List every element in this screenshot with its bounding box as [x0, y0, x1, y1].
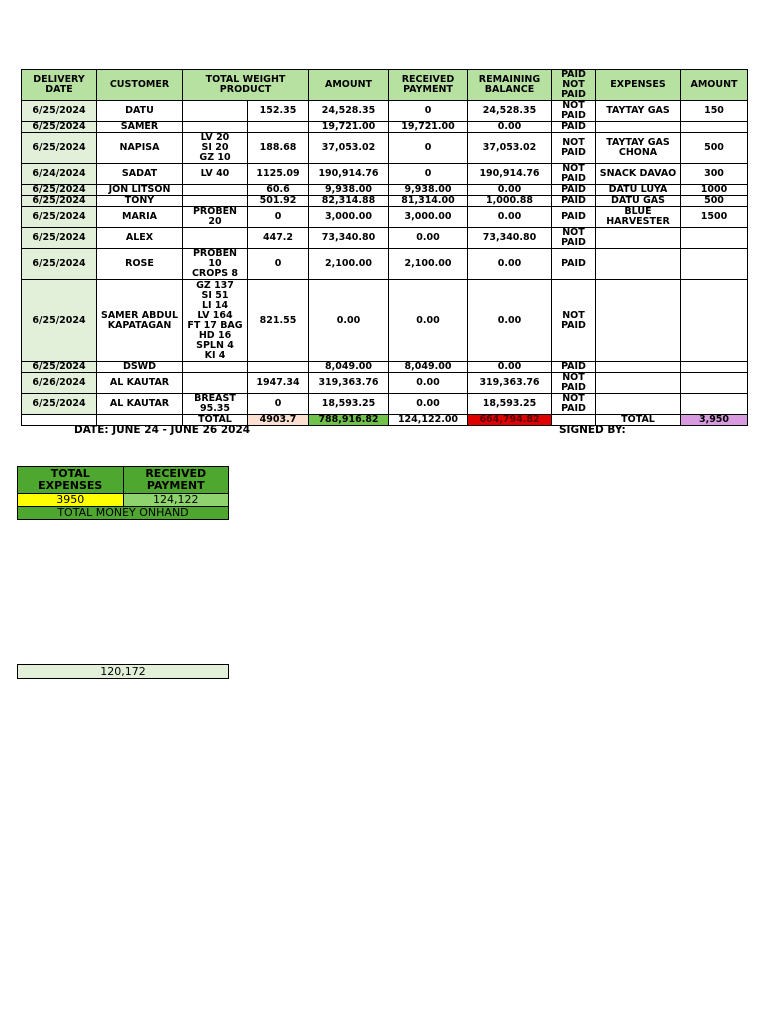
cell-status: NOT PAID: [552, 394, 596, 415]
cell-weight: 0: [248, 249, 309, 280]
cell-amount: 82,314.88: [309, 196, 389, 207]
cell-weight: 0: [248, 394, 309, 415]
cell-product: BREAST 95.35: [183, 394, 248, 415]
cell-date: 6/25/2024: [22, 207, 97, 228]
cell-received: 3,000.00: [389, 207, 468, 228]
cell-status: PAID: [552, 207, 596, 228]
table-row: [22, 101, 748, 122]
cell-expense: [596, 394, 681, 415]
cell-product: [183, 185, 248, 196]
cell-remaining: 0.00: [468, 122, 552, 133]
totals-weight: 4903.7: [248, 415, 309, 426]
cell-status: NOT PAID: [552, 164, 596, 185]
cell-weight: 821.55: [248, 280, 309, 362]
header-received: RECEIVED PAYMENT: [389, 70, 468, 101]
table-row: [22, 228, 748, 249]
cell-exp-amount: [681, 249, 748, 280]
cell-amount: 73,340.80: [309, 228, 389, 249]
cell-customer: DSWD: [97, 362, 183, 373]
cell-product: [183, 196, 248, 207]
cell-amount: 190,914.76: [309, 164, 389, 185]
cell-weight: 60.6: [248, 185, 309, 196]
cell-remaining: 319,363.76: [468, 373, 552, 394]
cell-expense: [596, 249, 681, 280]
onhand-value: 120,172: [17, 664, 229, 679]
cell-date: 6/25/2024: [22, 185, 97, 196]
cell-date: 6/25/2024: [22, 362, 97, 373]
cell-amount: 37,053.02: [309, 133, 389, 164]
table-row: [22, 373, 748, 394]
cell-customer: MARIA: [97, 207, 183, 228]
cell-amount: 24,528.35: [309, 101, 389, 122]
cell-date: 6/25/2024: [22, 196, 97, 207]
cell-received: 0: [389, 164, 468, 185]
cell-amount: 3,000.00: [309, 207, 389, 228]
cell-received: 8,049.00: [389, 362, 468, 373]
cell-date: 6/25/2024: [22, 228, 97, 249]
cell-customer: TONY: [97, 196, 183, 207]
cell-remaining: 24,528.35: [468, 101, 552, 122]
cell-remaining: 0.00: [468, 207, 552, 228]
cell-received: 19,721.00: [389, 122, 468, 133]
cell-exp-amount: [681, 362, 748, 373]
signed-by-label: SIGNED BY:: [559, 424, 626, 436]
cell-customer: ROSE: [97, 249, 183, 280]
header-amount: AMOUNT: [309, 70, 389, 101]
cell-date: 6/25/2024: [22, 101, 97, 122]
cell-received: 9,938.00: [389, 185, 468, 196]
cell-expense: TAYTAY GAS: [596, 101, 681, 122]
cell-date: 6/25/2024: [22, 394, 97, 415]
cell-status: PAID: [552, 122, 596, 133]
cell-remaining: 18,593.25: [468, 394, 552, 415]
table-row: [22, 164, 748, 185]
cell-weight: 188.68: [248, 133, 309, 164]
cell-amount: 2,100.00: [309, 249, 389, 280]
cell-customer: SAMER ABDUL KAPATAGAN: [97, 280, 183, 362]
cell-status: PAID: [552, 249, 596, 280]
cell-customer: NAPISA: [97, 133, 183, 164]
cell-expense: [596, 280, 681, 362]
totals-exp-label: TOTAL: [596, 415, 681, 426]
header-exp-amount: AMOUNT: [681, 70, 748, 101]
cell-remaining: 37,053.02: [468, 133, 552, 164]
cell-remaining: 0.00: [468, 249, 552, 280]
summary-received-value: 124,122: [123, 494, 229, 507]
cell-exp-amount: [681, 228, 748, 249]
cell-product: PROBEN 20: [183, 207, 248, 228]
cell-received: 2,100.00: [389, 249, 468, 280]
cell-exp-amount: 300: [681, 164, 748, 185]
cell-expense: TAYTAY GAS CHONA: [596, 133, 681, 164]
cell-customer: JON LITSON: [97, 185, 183, 196]
cell-product: [183, 122, 248, 133]
cell-status: PAID: [552, 362, 596, 373]
cell-date: 6/24/2024: [22, 164, 97, 185]
cell-date: 6/25/2024: [22, 280, 97, 362]
cell-status: NOT PAID: [552, 280, 596, 362]
table-row: [22, 185, 748, 196]
cell-weight: 0: [248, 207, 309, 228]
cell-expense: SNACK DAVAO: [596, 164, 681, 185]
summary-table: [17, 466, 229, 520]
cell-product: [183, 373, 248, 394]
cell-exp-amount: 1500: [681, 207, 748, 228]
cell-customer: DATU: [97, 101, 183, 122]
cell-exp-amount: 500: [681, 133, 748, 164]
cell-amount: 0.00: [309, 280, 389, 362]
cell-status: NOT PAID: [552, 373, 596, 394]
cell-amount: 8,049.00: [309, 362, 389, 373]
cell-remaining: 0.00: [468, 185, 552, 196]
table-row: [22, 122, 748, 133]
cell-remaining: 73,340.80: [468, 228, 552, 249]
cell-exp-amount: [681, 122, 748, 133]
cell-weight: 1125.09: [248, 164, 309, 185]
delivery-table: [21, 69, 748, 426]
cell-exp-amount: [681, 280, 748, 362]
cell-amount: 9,938.00: [309, 185, 389, 196]
cell-customer: AL KAUTAR: [97, 394, 183, 415]
cell-weight: 501.92: [248, 196, 309, 207]
cell-received: 0.00: [389, 228, 468, 249]
summary-expenses-value: 3950: [18, 494, 124, 507]
cell-status: PAID: [552, 185, 596, 196]
cell-product: [183, 228, 248, 249]
cell-customer: SAMER: [97, 122, 183, 133]
cell-received: 0: [389, 133, 468, 164]
totals-exp-amount: 3,950: [681, 415, 748, 426]
cell-remaining: 190,914.76: [468, 164, 552, 185]
cell-amount: 19,721.00: [309, 122, 389, 133]
table-row: [22, 362, 748, 373]
header-paid-status: PAID NOT PAID: [552, 70, 596, 101]
summary-expenses-header: TOTAL EXPENSES: [18, 467, 124, 494]
summary-received-header: RECEIVED PAYMENT: [123, 467, 229, 494]
totals-remaining: 664,794.82: [468, 415, 552, 426]
header-remaining: REMAINING BALANCE: [468, 70, 552, 101]
header-delivery-date: DELIVERY DATE: [22, 70, 97, 101]
cell-exp-amount: [681, 373, 748, 394]
cell-received: 81,314.00: [389, 196, 468, 207]
totals-label: TOTAL: [183, 415, 248, 426]
cell-weight: 447.2: [248, 228, 309, 249]
cell-exp-amount: 150: [681, 101, 748, 122]
cell-status: NOT PAID: [552, 133, 596, 164]
cell-exp-amount: 1000: [681, 185, 748, 196]
cell-remaining: 0.00: [468, 362, 552, 373]
cell-product: GZ 137 SI 51 LI 14 LV 164 FT 17 BAG HD 16 SPLN 4 KI 4: [183, 280, 248, 362]
cell-expense: [596, 122, 681, 133]
header-row: [22, 70, 748, 101]
cell-product: LV 20 SI 20 GZ 10: [183, 133, 248, 164]
table-row: [22, 394, 748, 415]
cell-weight: [248, 362, 309, 373]
cell-expense: [596, 373, 681, 394]
cell-received: 0.00: [389, 280, 468, 362]
cell-received: 0: [389, 101, 468, 122]
header-customer: CUSTOMER: [97, 70, 183, 101]
cell-date: 6/25/2024: [22, 122, 97, 133]
cell-exp-amount: 500: [681, 196, 748, 207]
cell-expense: [596, 362, 681, 373]
cell-expense: DATU GAS: [596, 196, 681, 207]
cell-weight: 1947.34: [248, 373, 309, 394]
cell-amount: 319,363.76: [309, 373, 389, 394]
cell-amount: 18,593.25: [309, 394, 389, 415]
cell-date: 6/26/2024: [22, 373, 97, 394]
header-expenses: EXPENSES: [596, 70, 681, 101]
cell-remaining: 1,000.88: [468, 196, 552, 207]
cell-product: LV 40: [183, 164, 248, 185]
totals-amount: 788,916.82: [309, 415, 389, 426]
cell-status: NOT PAID: [552, 228, 596, 249]
table-row: [22, 196, 748, 207]
cell-received: 0.00: [389, 394, 468, 415]
cell-weight: 152.35: [248, 101, 309, 122]
cell-expense: DATU LUYA: [596, 185, 681, 196]
cell-product: [183, 362, 248, 373]
cell-customer: ALEX: [97, 228, 183, 249]
cell-customer: AL KAUTAR: [97, 373, 183, 394]
summary-onhand-label: TOTAL MONEY ONHAND: [18, 507, 229, 520]
cell-customer: SADAT: [97, 164, 183, 185]
table-row: [22, 249, 748, 280]
cell-remaining: 0.00: [468, 280, 552, 362]
totals-received: 124,122.00: [389, 415, 468, 426]
cell-status: NOT PAID: [552, 101, 596, 122]
cell-date: 6/25/2024: [22, 249, 97, 280]
cell-weight: [248, 122, 309, 133]
cell-exp-amount: [681, 394, 748, 415]
cell-expense: [596, 228, 681, 249]
cell-expense: BLUE HARVESTER: [596, 207, 681, 228]
cell-product: PROBEN 10 CROPS 8: [183, 249, 248, 280]
cell-date: 6/25/2024: [22, 133, 97, 164]
cell-product: [183, 101, 248, 122]
table-row: [22, 280, 748, 362]
header-total-weight: TOTAL WEIGHT PRODUCT: [183, 70, 309, 101]
table-row: [22, 207, 748, 228]
cell-received: 0.00: [389, 373, 468, 394]
date-range: DATE: JUNE 24 - JUNE 26 2024: [74, 424, 251, 436]
cell-status: PAID: [552, 196, 596, 207]
table-row: [22, 133, 748, 164]
